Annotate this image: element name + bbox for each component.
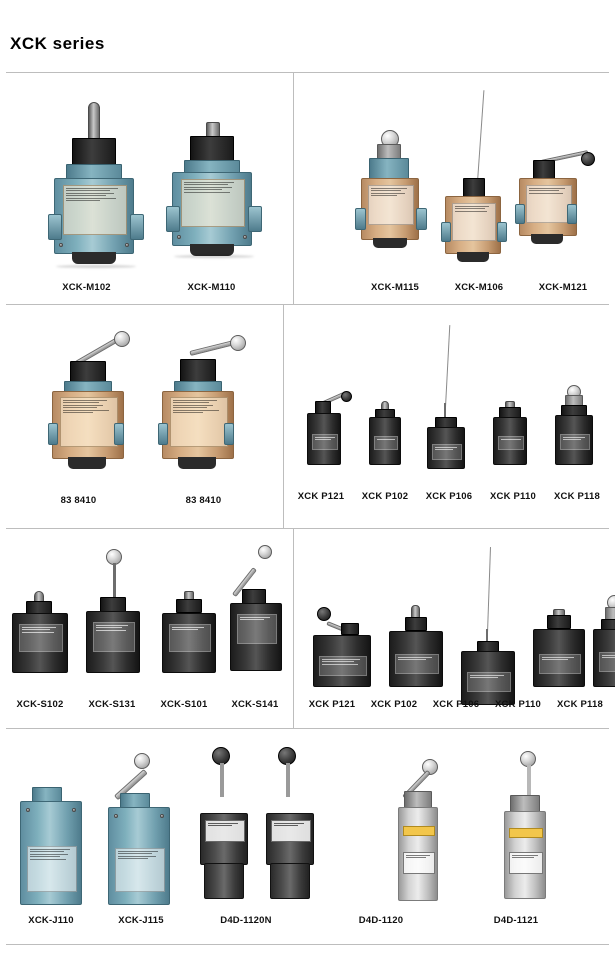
caption: XCK-S141 [231,699,279,710]
switch-body [307,413,341,465]
switch-head [369,158,409,180]
product-image-xck-s101 [160,591,220,691]
mounting-tab [158,423,168,445]
mounting-tab [114,423,124,445]
caption: XCK P110 [495,699,541,710]
roller-icon [258,545,272,559]
rating-label [599,652,615,672]
whisker-antenna [477,90,484,182]
rating-label [181,179,245,227]
switch-body [230,603,282,671]
mounting-tab [248,206,262,232]
roller-icon [134,753,150,769]
product-image-d4d-1120n-b [262,747,332,909]
product-image-d4d-1121 [492,751,564,909]
product-image-xck-m102 [48,102,144,267]
caption-row-2-right [289,491,609,502]
product-group-xck-j-d4d [0,729,615,944]
mounting-tab [567,204,577,224]
rating-label [374,436,398,450]
mounting-tab [355,208,366,230]
screw-icon [160,814,164,818]
switch-body [533,629,585,687]
cable-gland [373,238,407,248]
product-image-xck-p110-b [531,609,589,691]
caption-row-4 [6,915,606,926]
divider-bottom [6,944,609,945]
product-image-xck-s102 [10,591,72,691]
roller-icon [341,391,352,402]
switch-body [313,635,371,687]
screw-icon [125,243,129,247]
roller-icon [230,335,246,351]
mounting-tab [224,423,234,445]
rating-label [93,622,135,652]
switch-base [270,863,310,899]
switch-head [341,623,359,635]
caption: XCK-M110 [187,282,236,293]
switch-body [266,813,314,865]
product-image-d4d-1120 [390,759,460,909]
caption: XCK-J110 [28,915,74,926]
caption: XCK-M121 [538,282,588,293]
product-group-xck-m-roller [293,72,615,304]
product-image-xck-m106 [441,90,507,267]
product-group-83-8410 [0,305,283,528]
product-image-xck-p110-a [489,401,537,469]
caption: XCK-S131 [88,699,136,710]
switch-head [547,615,571,629]
switch-body [12,613,68,673]
roller-icon [581,152,595,166]
switch-body [162,613,216,673]
rating-label [403,852,435,874]
cable-gland [531,234,563,244]
screw-icon [243,235,247,239]
switch-body [398,807,438,901]
product-image-xck-p121-a [301,389,357,469]
switch-body [504,811,546,899]
caption: XCK-M106 [454,282,504,293]
product-image-xck-m121 [515,152,599,267]
product-image-xck-p121-b [311,607,375,691]
switch-head [405,617,427,631]
cable-gland [68,457,106,469]
screw-icon [26,808,30,812]
lever-rod [113,563,116,601]
caption: XCK P110 [490,491,536,502]
caption: XCK P106 [432,699,480,710]
caption: 83 8410 [185,495,222,506]
lever-rod [220,763,224,797]
rating-label [467,672,511,692]
lever-rod [286,763,290,797]
caption-row-3-right [301,699,611,710]
caption-row-3-left [4,699,290,710]
mounting-tab [48,423,58,445]
mounting-tab [497,222,507,242]
switch-head [190,136,234,162]
caption: XCK-M115 [370,282,420,293]
switch-body [200,813,248,865]
product-image-xck-j115 [104,753,182,909]
caption: XCK P121 [308,699,356,710]
cable-gland [457,252,489,262]
switch-body [20,801,82,905]
switch-body [86,611,140,673]
rating-label [395,654,439,674]
screw-icon [59,243,63,247]
cable-gland [178,457,216,469]
lever-rod [527,765,531,799]
product-code-label [205,820,245,842]
switch-base [204,863,244,899]
caption: 83 8410 [60,495,97,506]
rating-label [63,185,127,235]
caption: XCK-M102 [62,282,111,293]
rating-label [452,203,496,241]
warning-label [509,828,543,838]
caption-row-2-left [16,495,266,506]
warning-label [403,826,435,836]
mounting-tab [48,214,62,240]
rating-label [312,434,338,450]
screw-icon [177,235,181,239]
switch-body [108,807,170,905]
switch-body [54,178,134,254]
rating-label [60,397,118,447]
mounting-tab [130,214,144,240]
caption: XCK-S101 [160,699,208,710]
product-image-83-8410-a [48,331,144,481]
rating-label [19,624,63,652]
screw-icon [114,814,118,818]
product-image-d4d-1120n-a [196,747,266,909]
switch-body [493,417,527,465]
caption: XCK-J115 [118,915,164,926]
product-group-xck-p-1 [283,305,615,528]
product-image-xck-p118-a [551,385,603,469]
rating-label [509,852,543,874]
product-image-xck-p102-a [365,401,413,469]
caption-row-1-right [353,282,605,293]
cable-gland [72,252,116,264]
caption: D4D-1120N [220,915,272,926]
mounting-tab [416,208,427,230]
switch-body [445,196,501,254]
rating-label [170,397,228,447]
product-image-xck-p102-b [387,605,447,691]
caption: XCK P121 [297,491,345,502]
rating-label [432,444,462,460]
product-group-xck-p-2 [293,529,615,728]
rating-label [539,654,581,674]
product-code-label [271,820,311,842]
caption: D4D-1120 [358,915,404,926]
switch-body [389,631,443,687]
rating-label [169,624,211,652]
caption-row-1-left [24,282,274,293]
caption: XCK-S102 [16,699,64,710]
shadow [56,265,136,268]
roller-icon [114,331,130,347]
switch-body [369,417,401,465]
product-image-xck-s131 [84,549,146,691]
product-image-xck-p106-a [421,325,473,469]
mounting-tab [515,204,525,224]
product-image-xck-m110 [166,122,262,267]
rating-label [27,846,77,892]
switch-body [427,427,465,469]
rating-label [498,436,524,450]
switch-body [361,178,419,240]
caption: D4D-1121 [493,915,539,926]
rating-label [319,656,367,676]
switch-body [593,629,615,687]
caption: XCK P102 [370,699,418,710]
screw-icon [72,808,76,812]
switch-body [461,651,515,705]
switch-head [533,160,555,180]
roller-icon [317,607,331,621]
rating-label [560,434,590,450]
shadow [174,255,254,258]
switch-head [176,599,202,613]
product-image-xck-p106-b [459,547,519,691]
rating-label [115,848,165,892]
product-image-xck-s141 [228,545,288,691]
mounting-tab [166,206,180,232]
caption: XCK P118 [557,699,603,710]
product-group-xck-s [0,529,293,728]
caption: XCK P106 [425,491,473,502]
rating-label [237,614,277,644]
product-image-xck-j110 [18,787,88,909]
product-image-83-8410-b [158,331,254,481]
plunger-icon [88,102,100,140]
product-image-xck-p118-b [593,595,615,691]
caption: XCK P102 [361,491,409,502]
product-image-xck-m115 [355,130,427,267]
rating-label [526,185,572,223]
product-group-xck-m-plunger [0,72,293,304]
switch-body [555,415,593,465]
switch-body [172,172,252,246]
mounting-tab [441,222,451,242]
whisker-antenna [445,325,450,407]
page-title: XCK series [10,34,105,53]
rating-label [368,185,414,225]
whisker-antenna [487,547,491,633]
caption: XCK P118 [554,491,600,502]
